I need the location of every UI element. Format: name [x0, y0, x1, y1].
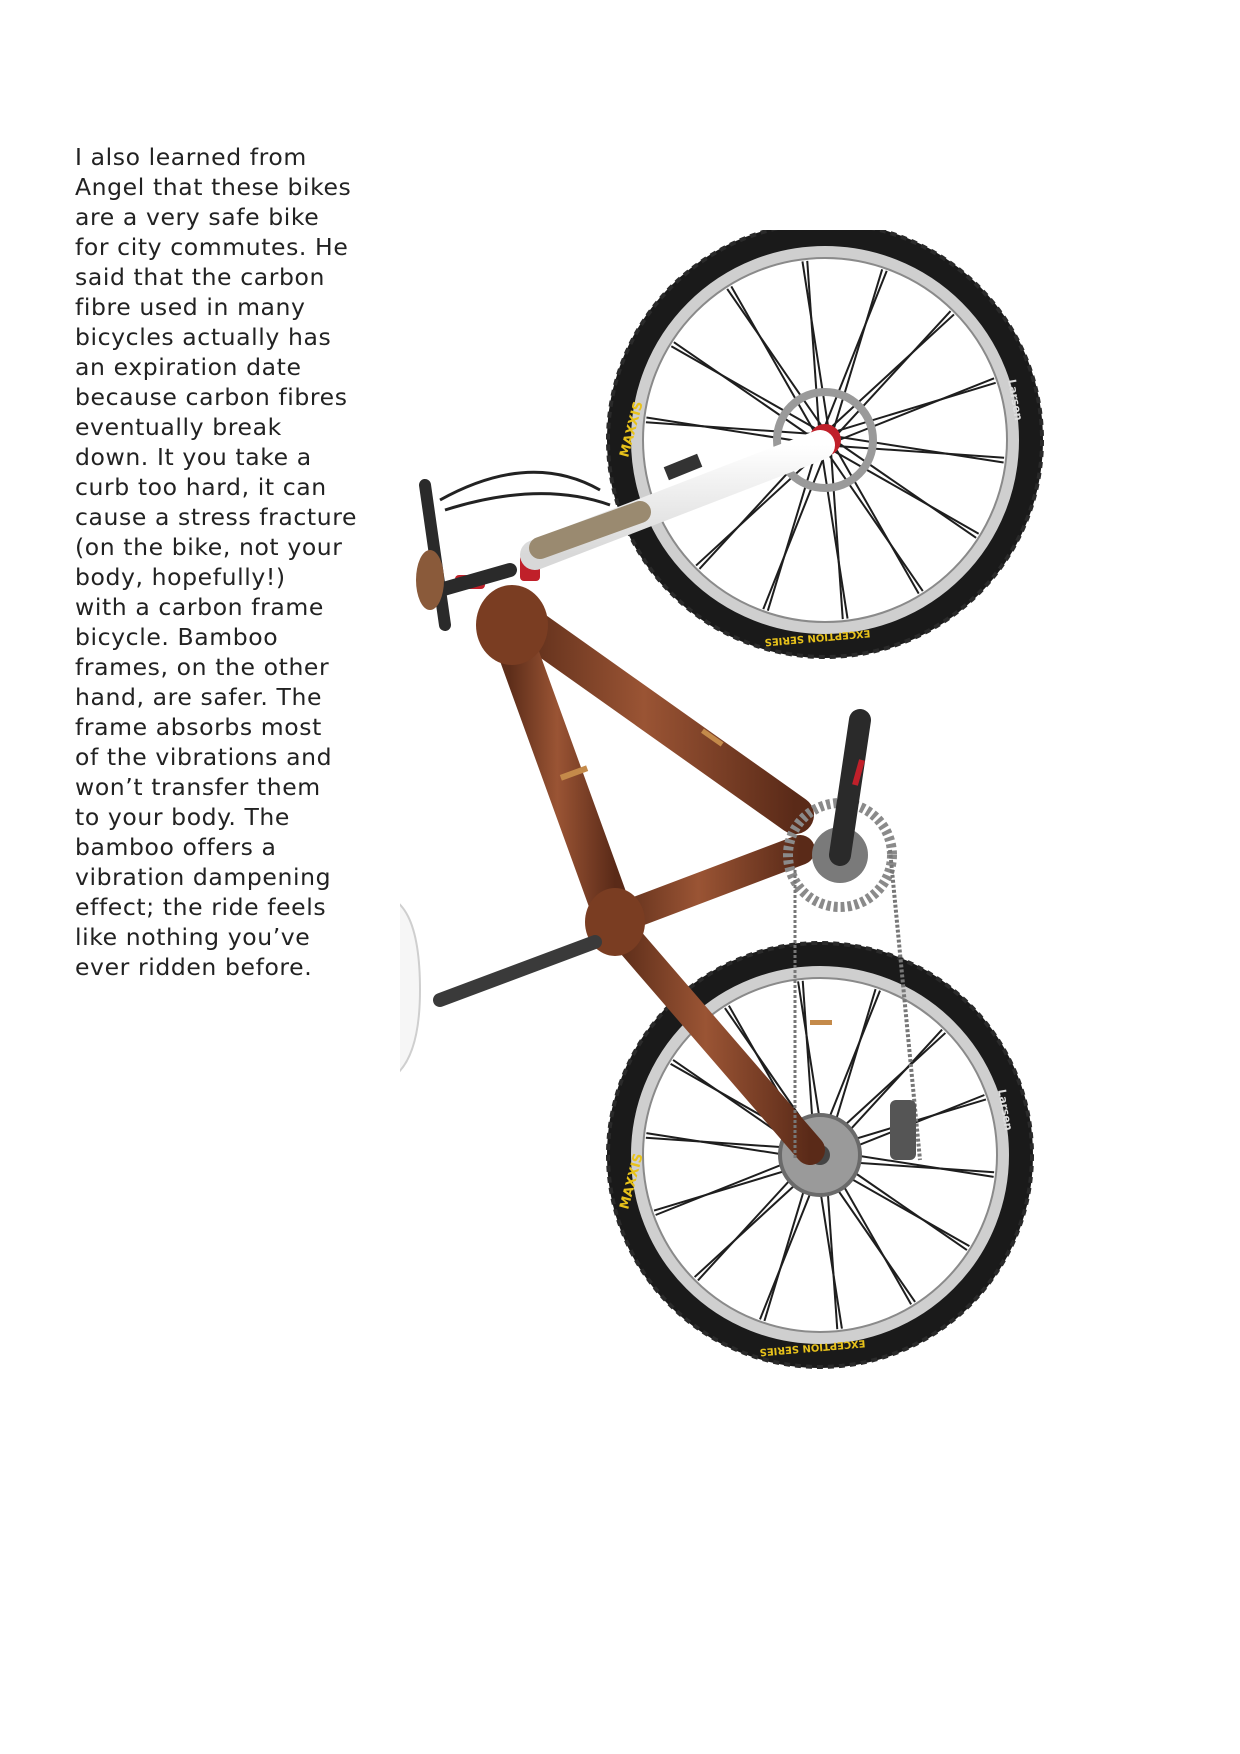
spoke	[831, 314, 954, 427]
article-line: bicycle. Bamboo	[75, 623, 279, 651]
bamboo-bike-photo	[400, 230, 1160, 1550]
article-line: with a carbon frame	[75, 593, 324, 621]
article-line: vibration dampening	[75, 863, 332, 891]
spoke	[802, 261, 828, 426]
article-line: curb too hard, it can	[75, 473, 327, 501]
saddle-shell	[400, 895, 420, 1085]
head-joint	[476, 585, 548, 665]
article-line: an expiration date	[75, 353, 302, 381]
article-line: to your body. The	[75, 803, 290, 831]
article-line: hand, are safer. The	[75, 683, 323, 711]
article-line: of the vibrations and	[75, 743, 333, 771]
spoke	[831, 453, 843, 620]
article-line: fibre used in many	[75, 293, 306, 321]
seatpost	[440, 942, 595, 1000]
article-line: bamboo offers a	[75, 833, 277, 861]
article-line: are a very safe bike	[75, 203, 320, 231]
saddle	[400, 895, 595, 1085]
derailleur	[890, 1100, 916, 1160]
drivetrain	[788, 720, 920, 1160]
article-line: I also learned from	[75, 143, 307, 171]
article-line: like nothing you’ve	[75, 923, 311, 951]
shift-cable	[445, 494, 610, 510]
spoke	[838, 311, 951, 434]
article-line: down. It you take a	[75, 443, 312, 471]
article-body	[75, 142, 375, 982]
spoke	[646, 422, 813, 434]
bamboo-bike-illustration	[400, 230, 1160, 1550]
article-line: said that the carbon	[75, 263, 325, 291]
article-line: effect; the ride feels	[75, 893, 327, 921]
rear-tire-series: EXCEPTION SERIES	[759, 1337, 866, 1358]
article-line: frames, on the other	[75, 653, 330, 681]
article-line: body, hopefully!)	[75, 563, 286, 591]
spoke	[807, 261, 819, 428]
front-tire-series: EXCEPTION SERIES	[764, 627, 871, 648]
article-line: frame absorbs most	[75, 713, 322, 741]
stem	[440, 570, 510, 590]
spoke	[646, 417, 811, 443]
article-line: because carbon fibres	[75, 383, 348, 411]
article-line: (on the bike, not your	[75, 533, 343, 561]
article-line: bicycles actually has	[75, 323, 332, 351]
rear-tire-brand: MAXXIS	[617, 1151, 647, 1212]
front-tire-brand: MAXXIS	[617, 399, 647, 460]
article-line: for city commutes. He	[75, 233, 349, 261]
suspension-fork	[535, 445, 820, 555]
spoke	[822, 454, 848, 619]
article-line: cause a stress fracture	[75, 503, 358, 531]
rear-tire-model: Larsen	[995, 1088, 1016, 1132]
front-tire-model: Larsen	[1005, 378, 1026, 422]
grip	[416, 550, 444, 610]
article-line: ever ridden before.	[75, 953, 313, 981]
article-line: won’t transfer them	[75, 773, 321, 801]
article-line: eventually break	[75, 413, 282, 441]
spoke	[838, 446, 1005, 458]
spoke	[839, 437, 1004, 463]
article-line: Angel that these bikes	[75, 173, 352, 201]
